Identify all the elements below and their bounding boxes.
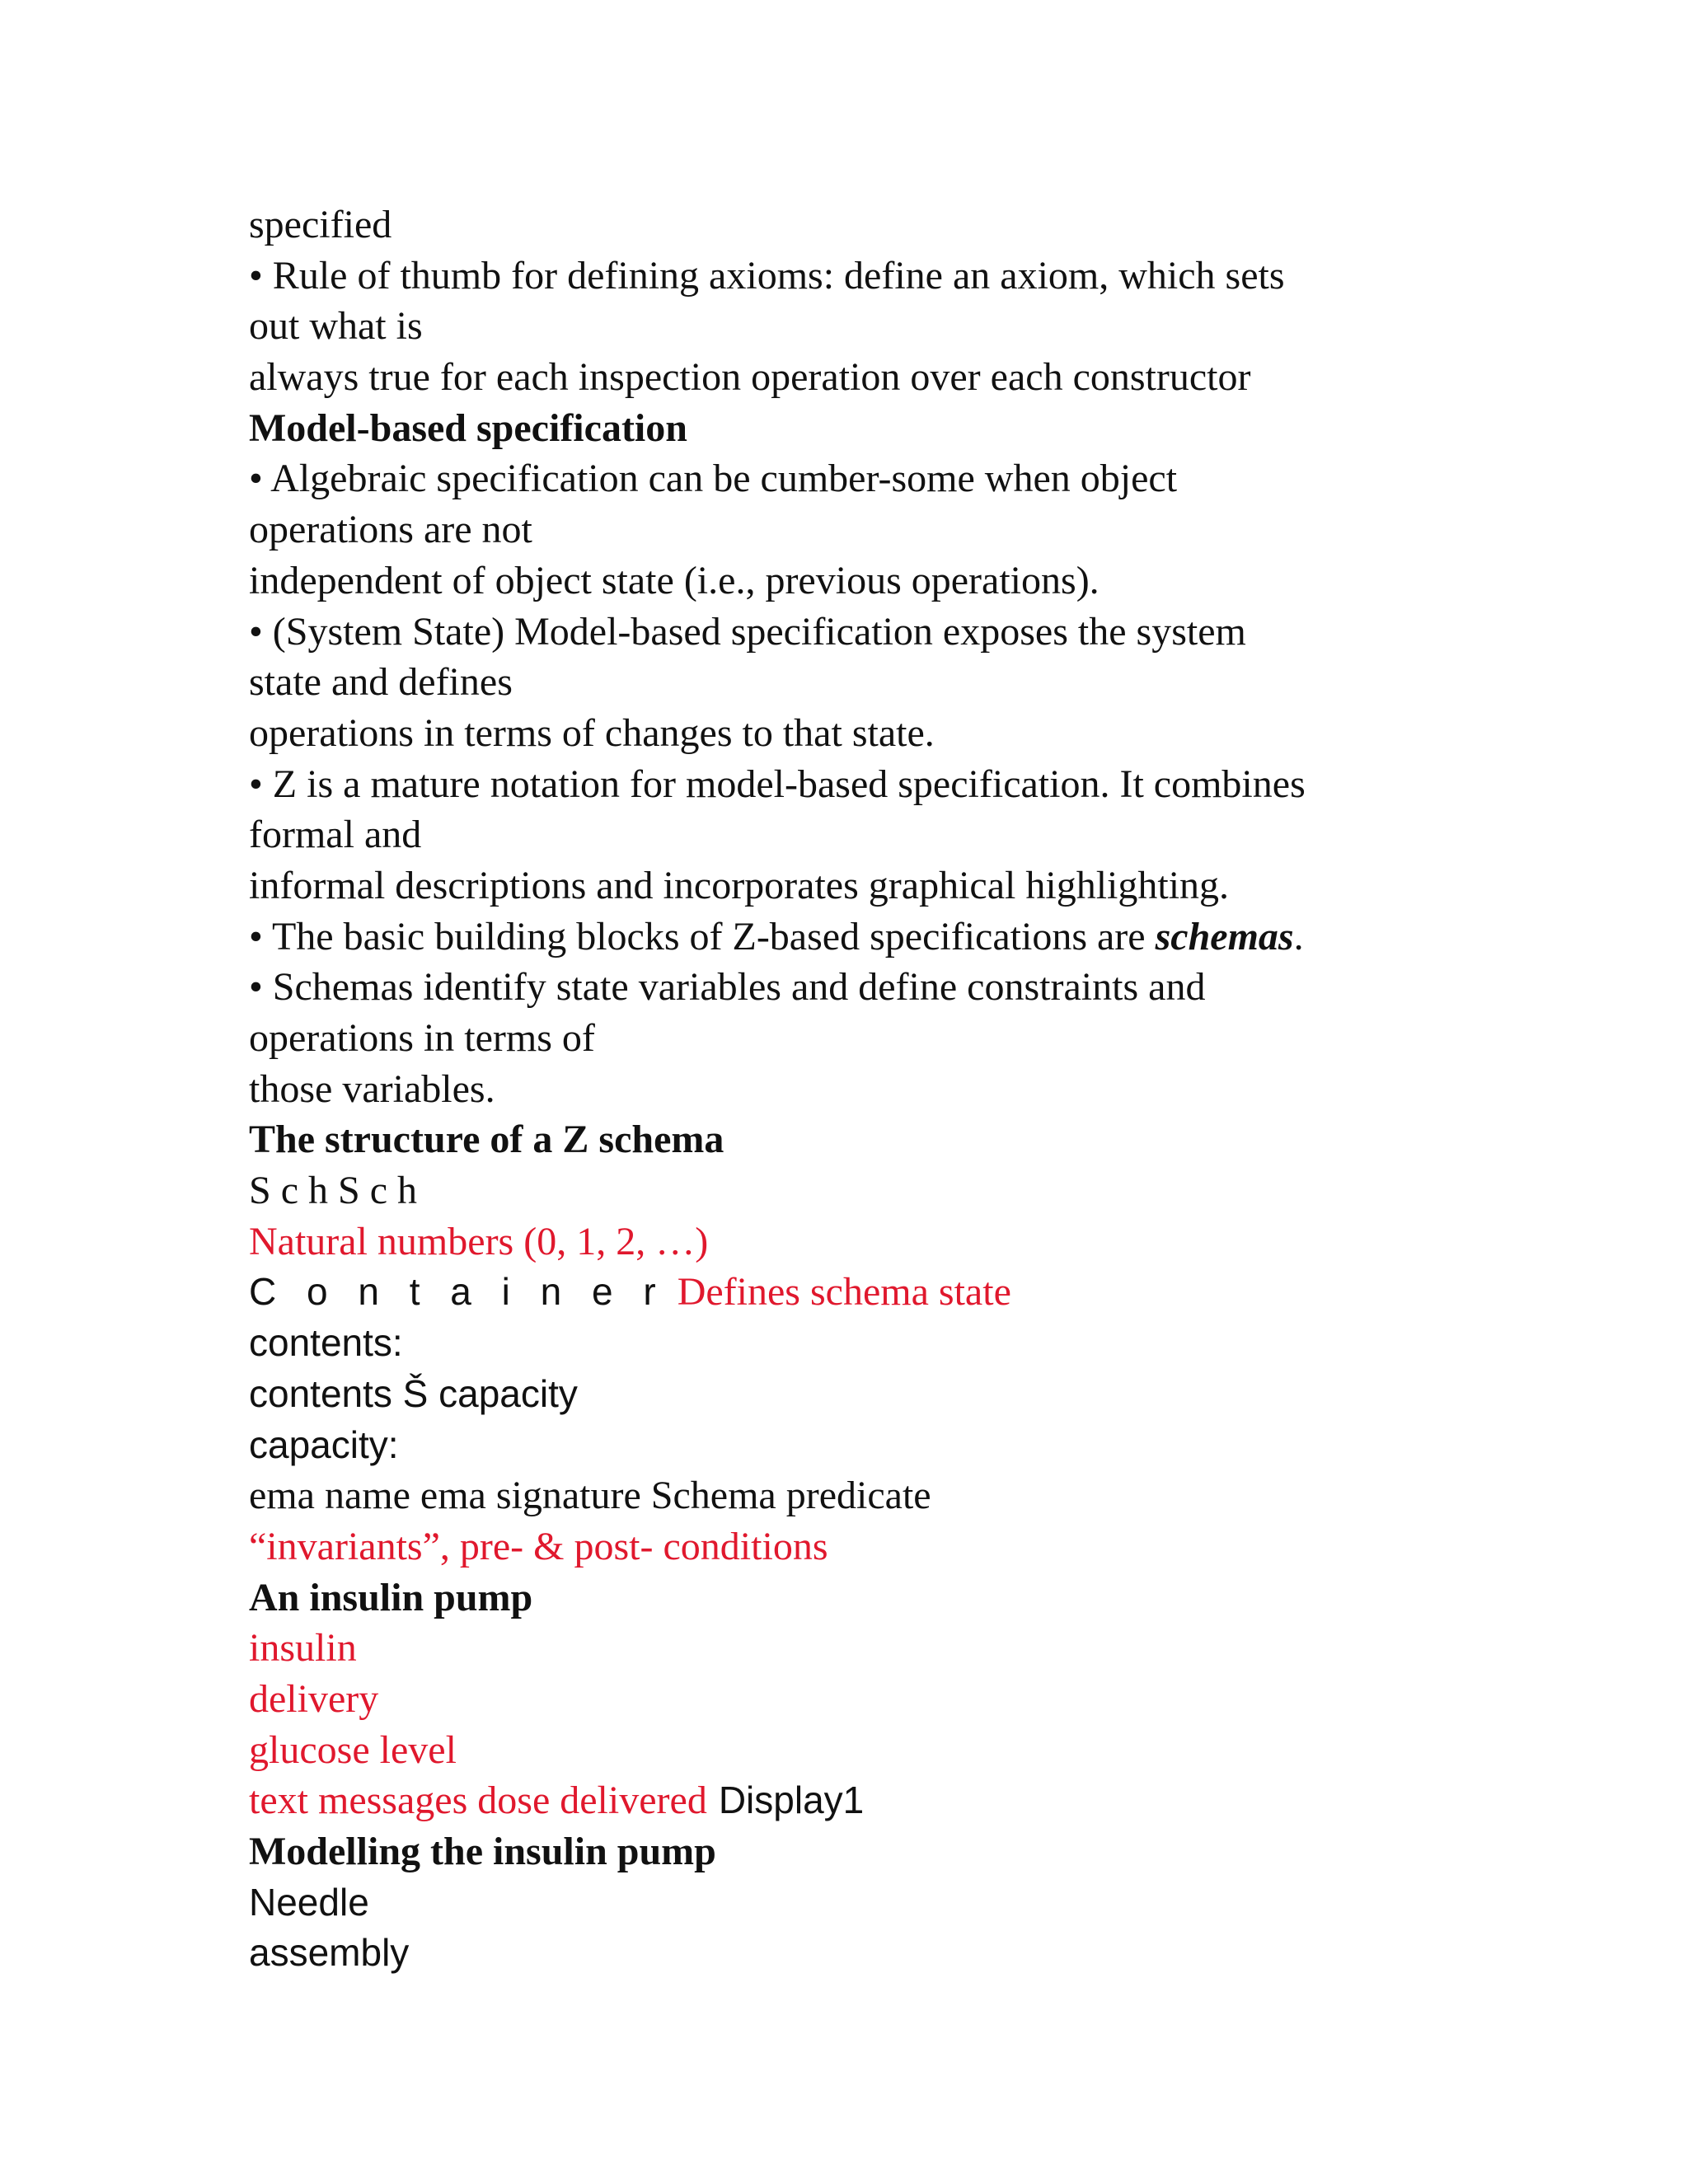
bullet-line: • (System State) Model-based specification exposes the system (249, 609, 1246, 654)
text-line: operations are not (249, 508, 532, 552)
text-line: informal descriptions and incorporates graphical highlighting. (249, 863, 1230, 907)
section-heading-z-schema: The structure of a Z schema (249, 1118, 724, 1162)
text-line: formal and (249, 813, 422, 857)
section-heading-modelling: Modelling the insulin pump (249, 1830, 716, 1873)
diagram-label-container (249, 1267, 1452, 1318)
diagram-label: Display1 (718, 1779, 865, 1822)
diagram-label: capacity: (249, 1422, 399, 1466)
text-line: operations in terms of changes to that state. (249, 710, 935, 755)
bullet-line-schemas (249, 912, 1452, 963)
text-line: state and defines (249, 660, 513, 705)
bullet-line: • Schemas identify state variables and define constraints and (249, 965, 1206, 1010)
diagram-label: assembly (249, 1931, 410, 1975)
text-line: operations in terms of (249, 1016, 595, 1060)
diagram-label-red: glucose level (249, 1727, 457, 1772)
diagram-label: S c h S c h (249, 1169, 417, 1213)
diagram-label: contents: (249, 1321, 403, 1365)
text-line: always true for each inspection operation over each constructor (249, 355, 1251, 400)
bullet-line: • Algebraic specification can be cumber-some when object (249, 457, 1178, 501)
diagram-label-red: insulin (249, 1626, 357, 1671)
bullet-line: • Rule of thumb for defining axioms: define an axiom, which sets (249, 253, 1285, 298)
diagram-label: ema name ema signature Schema predicate (249, 1474, 931, 1518)
text-line: those variables. (249, 1066, 495, 1111)
text-line: independent of object state (i.e., previous operations). (249, 558, 1100, 602)
bullet-line: • Z is a mature notation for model-based specification. It combines (249, 762, 1306, 806)
text-span: . (1293, 914, 1304, 958)
text-line: out what is (249, 304, 423, 349)
section-heading-insulin-pump: An insulin pump (249, 1575, 533, 1619)
emphasis-schemas: schemas (1155, 914, 1294, 958)
diagram-label-red: Defines schema state (677, 1270, 1011, 1315)
section-heading-model-based: Model-based specification (249, 405, 687, 450)
diagram-label-red: Natural numbers (0, 1, 2, …) (249, 1219, 709, 1263)
diagram-label-red: “invariants”, pre- & post- conditions (249, 1524, 828, 1568)
document-body (249, 199, 1452, 1979)
diagram-label-red: delivery (249, 1676, 379, 1721)
diagram-label-mixed (249, 1775, 1452, 1826)
diagram-label: contents Š capacity (249, 1371, 578, 1415)
text-span: • The basic building blocks of Z-based specifications are (249, 914, 1156, 958)
diagram-label-red: text messages dose delivered (249, 1779, 707, 1823)
diagram-label: Needle (249, 1880, 369, 1924)
text-line: specified (249, 203, 392, 246)
container-label: C o n t a i n e r (249, 1270, 666, 1314)
